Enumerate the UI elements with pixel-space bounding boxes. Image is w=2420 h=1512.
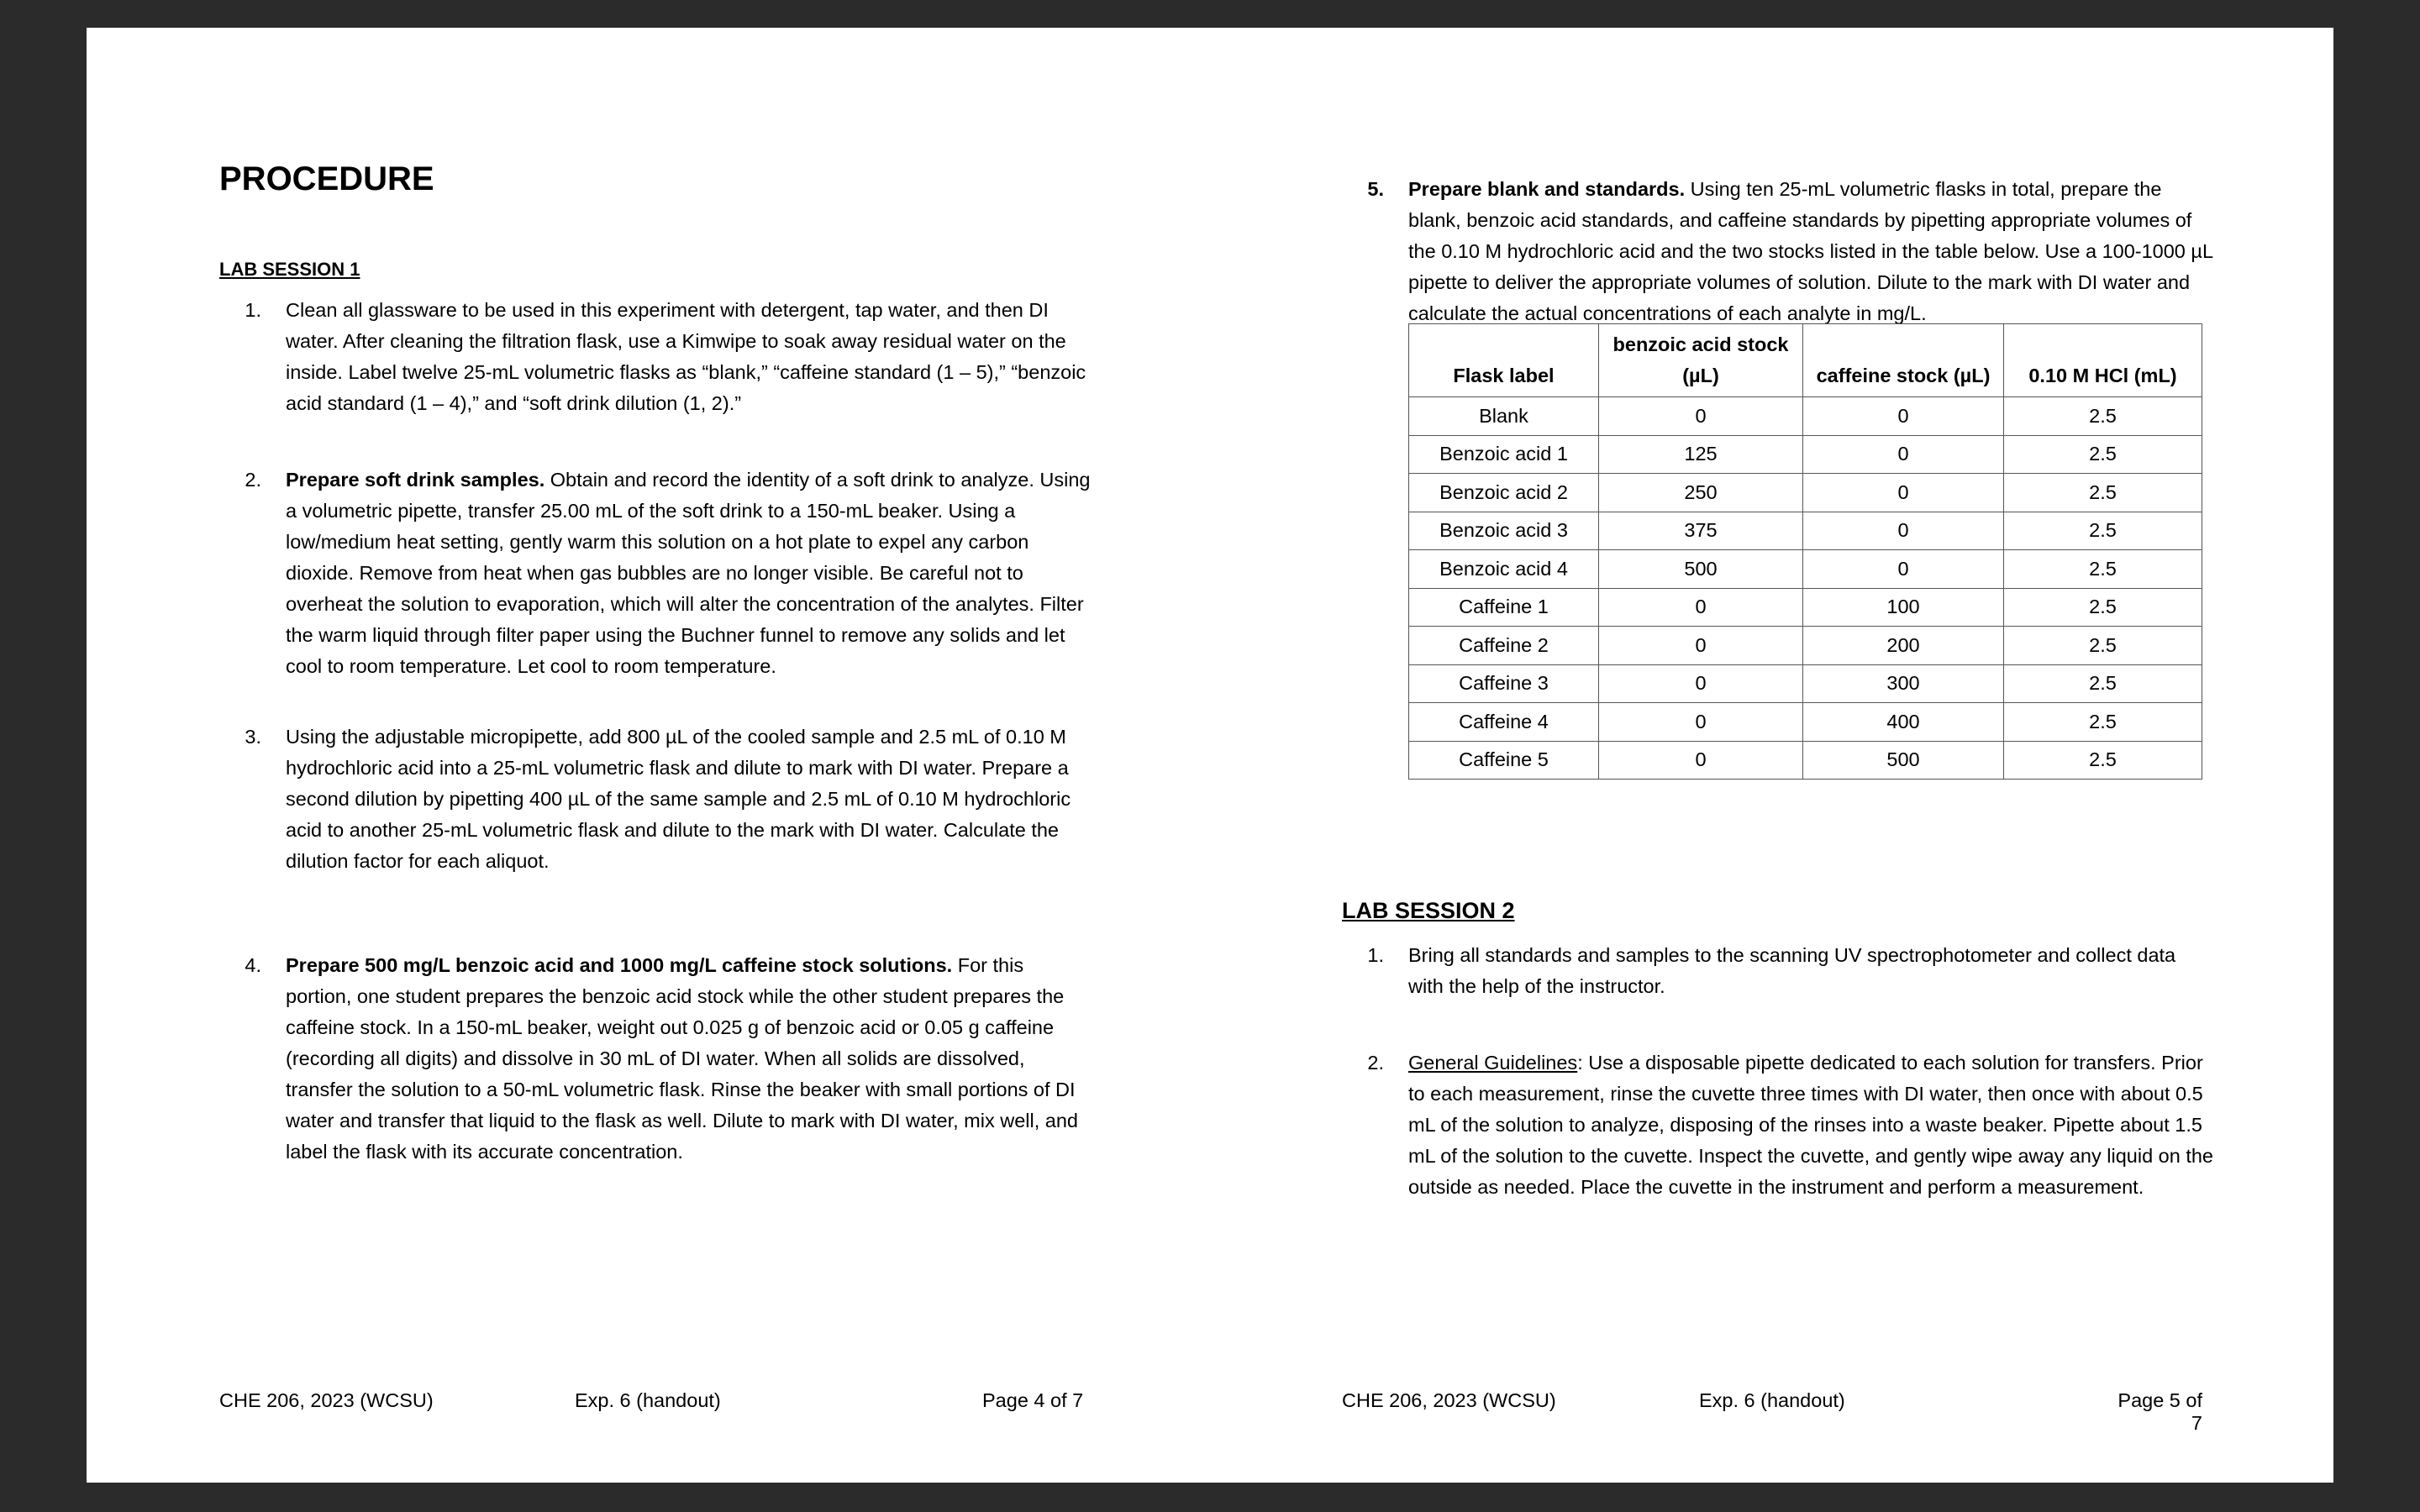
footer-experiment: Exp. 6 (handout) (1699, 1389, 1845, 1411)
table-row (1409, 627, 2202, 665)
table-header-row (1409, 324, 2202, 397)
table-cell: 2.5 (2004, 664, 2202, 703)
table-cell: Caffeine 5 (1409, 741, 1599, 780)
footer-course: CHE 206, 2023 (WCSU) (1342, 1389, 1556, 1411)
step-number: 4. (245, 954, 261, 976)
footer-course: CHE 206, 2023 (WCSU) (219, 1389, 434, 1411)
step-text (1408, 1047, 2215, 1203)
footer-experiment: Exp. 6 (handout) (575, 1389, 721, 1411)
table-cell: 0 (1599, 741, 1803, 780)
table-cell: 250 (1599, 474, 1803, 512)
step-number: 2. (245, 469, 261, 491)
step-body: : Use a disposable pipette dedicated to each solution for transfers. Prior to each measurement, rinse the cuvette three times with DI water, then once with about 0.5 mL of the solution to analyze, disposing of the rinses into a waste beaker. Pipette about 1.5 mL of the solution to the cuvette. Inspect the cuvette, and gently wipe away any liquid on the outside as needed. Place the cuvette in the instrument and perform a measurement. (1408, 1052, 2214, 1198)
table-cell: Caffeine 3 (1409, 664, 1599, 703)
step-text (286, 722, 1092, 877)
footer-page-number: Page 5 of 7 (2118, 1389, 2202, 1434)
table-row (1409, 588, 2202, 627)
step-text (1408, 174, 2215, 329)
table-cell: 2.5 (2004, 397, 2202, 436)
step-body: Obtain and record the identity of a soft drink to analyze. Using a volumetric pipette, transfer 25.00 mL of the soft drink to a 150-mL beaker. Using a low/medium heat setting, gently warm this solution on a hot plate to expel any carbon dioxide. Remove from heat when gas bubbles are no longer visible. Be careful not to overheat the solution to evaporation, which will alter the concentration of the analytes. Filter the warm liquid through filter paper using the Buchner funnel to remove any solids and let cool to room temperature. Let cool to room temperature. (286, 469, 1091, 677)
table-cell: Benzoic acid 2 (1409, 474, 1599, 512)
table-cell: Benzoic acid 4 (1409, 550, 1599, 589)
table-cell: 2.5 (2004, 627, 2202, 665)
table-cell: Benzoic acid 1 (1409, 435, 1599, 474)
table-row (1409, 550, 2202, 589)
table-cell: 300 (1803, 664, 2004, 703)
table-cell: 375 (1599, 512, 1803, 550)
step-lead: Prepare blank and standards. (1408, 178, 1686, 200)
table-row (1409, 435, 2202, 474)
table-row (1409, 741, 2202, 780)
step-number: 5. (1367, 178, 1384, 200)
table-cell: Caffeine 2 (1409, 627, 1599, 665)
table-cell: 0 (1599, 397, 1803, 436)
table-cell: 0 (1803, 435, 2004, 474)
step-body: Using the adjustable micropipette, add 800 µL of the cooled sample and 2.5 mL of 0.10 M hydrochloric acid into a 25-mL volumetric flask and dilute to mark with DI water. Prepare a second dilution by pipetting 400 µL of the same sample and 2.5 mL of 0.10 M hydrochloric acid to another 25-mL volumetric flask and dilute to the mark with DI water. Calculate the dilution factor for each aliquot. (286, 726, 1071, 872)
table-cell: 2.5 (2004, 550, 2202, 589)
table-cell: 0 (1803, 550, 2004, 589)
step-lead: Prepare soft drink samples. (286, 469, 545, 491)
session-title: LAB SESSION 1 (219, 259, 360, 280)
column-header: 0.10 M HCl (mL) (2004, 324, 2202, 397)
table-cell: 2.5 (2004, 435, 2202, 474)
step-body: Clean all glassware to be used in this experiment with detergent, tap water, and then DI water. After cleaning the filtration flask, use a Kimwipe to soak away residual water on the inside. Label twelve 25-mL volumetric flasks as “blank,” “caffeine standard (1 – 5),” “benzoic acid standard (1 – 4),” and “soft drink dilution (1, 2).” (286, 299, 1086, 414)
step-number: 2. (1367, 1052, 1384, 1074)
step-number: 1. (245, 299, 261, 321)
step-text (286, 295, 1092, 419)
table-cell: 200 (1803, 627, 2004, 665)
table-cell: Benzoic acid 3 (1409, 512, 1599, 550)
table-cell: 0 (1599, 664, 1803, 703)
step-number: 1. (1367, 944, 1384, 966)
table-cell: 2.5 (2004, 741, 2202, 780)
table-cell: 500 (1803, 741, 2004, 780)
table-row (1409, 703, 2202, 742)
table-row (1409, 664, 2202, 703)
footer-page-number: Page 4 of 7 (982, 1389, 1084, 1411)
table-cell: 0 (1599, 588, 1803, 627)
step-text: Bring all standards and samples to the scanning UV spectrophotometer and collect data with the help of the instructor. (1408, 944, 2176, 997)
table-cell: 0 (1803, 474, 2004, 512)
table-cell: 2.5 (2004, 703, 2202, 742)
table-cell: 0 (1803, 397, 2004, 436)
document-sheet (87, 28, 2333, 1483)
table-cell: Caffeine 4 (1409, 703, 1599, 742)
column-header: caffeine stock (µL) (1803, 324, 2004, 397)
table-row (1409, 512, 2202, 550)
table-cell: 125 (1599, 435, 1803, 474)
table-cell: Caffeine 1 (1409, 588, 1599, 627)
table-cell: 100 (1803, 588, 2004, 627)
table-cell: 2.5 (2004, 474, 2202, 512)
column-header: Flask label (1409, 324, 1599, 397)
table-body (1409, 397, 2202, 780)
table-cell: Blank (1409, 397, 1599, 436)
step-text (286, 950, 1092, 1168)
session-title: LAB SESSION 2 (1342, 898, 1515, 923)
step-text (286, 465, 1092, 682)
table-cell: 0 (1803, 512, 2004, 550)
table-cell: 500 (1599, 550, 1803, 589)
table-row (1409, 397, 2202, 436)
step-number: 3. (245, 726, 261, 748)
step-body: For this portion, one student prepares the benzoic acid stock while the other student prepares the caffeine stock. In a 150-mL beaker, weight out 0.025 g of benzoic acid or 0.05 g caffeine (recording all digits) and dissolve in 30 mL of DI water. When all solids are dissolved, transfer the solution to a 50-mL volumetric flask. Rinse the beaker with small portions of DI water and transfer that liquid to the flask as well. Dilute to mark with DI water, mix well, and label the flask with its accurate concentration. (286, 954, 1079, 1163)
table-cell: 0 (1599, 703, 1803, 742)
table-cell: 0 (1599, 627, 1803, 665)
table-cell: 400 (1803, 703, 2004, 742)
table-cell: 2.5 (2004, 512, 2202, 550)
step-lead: General Guidelines (1408, 1052, 1578, 1074)
step-body: Using ten 25-mL volumetric flasks in total, prepare the blank, benzoic acid standards, and caffeine standards by pipetting appropriate volumes of the 0.10 M hydrochloric acid and the two stocks listed in the table below. Use a 100-1000 µL pipette to deliver the appropriate volumes of solution. Dilute to the mark with DI water and calculate the actual concentrations of each analyte in mg/L. (1408, 178, 2213, 324)
standards-table (1408, 323, 2202, 780)
page-heading: PROCEDURE (219, 160, 434, 197)
table-row (1409, 474, 2202, 512)
step-lead: Prepare 500 mg/L benzoic acid and 1000 mg/L caffeine stock solutions. (286, 954, 953, 976)
table-cell: 2.5 (2004, 588, 2202, 627)
column-header: benzoic acid stock (µL) (1599, 324, 1803, 397)
